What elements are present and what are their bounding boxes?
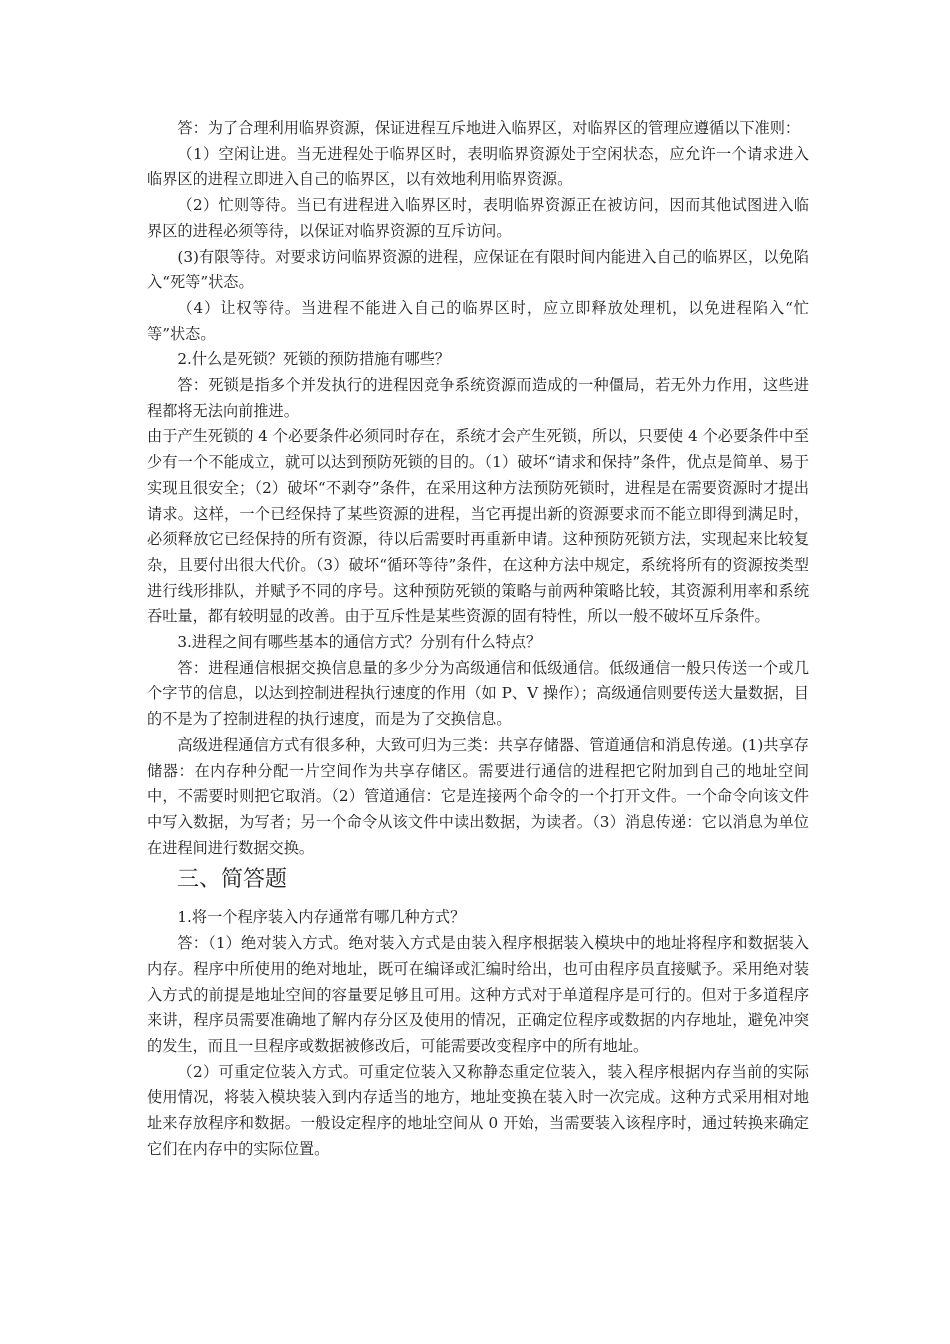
question-paragraph: 1.将一个程序装入内存通常有哪几种方式？	[177, 908, 466, 927]
question-paragraph: 3.进程之间有哪些基本的通信方式？分别有什么特点？	[177, 633, 542, 652]
body-paragraph: 由于产生死锁的 4 个必要条件必须同时存在，系统才会产生死锁，所以，只要使 4 个必要条件中至少有一个不能成立，就可以达到预防死锁的目的。（1）破坏“请求和保持”条件，优点是简单、易于实现且很安全；（2）破坏“不剥夺”条件，在采用这种方法预防死锁时，进程是在需要资源时才提出请求。这样，一个已经保持了某些资源的进程，当它再提出新的资源要求而不能立即得到满足时，必须释放它已经保持的所有资源，待以后需要时再重新申请。这种预防死锁方法，实现起来比较复杂，且要付出很大代价。（3）破坏“循环等待”条件，在这种方法中规定，系统将所有的资源按类型进行线形排队，并赋予不同的序号。这种预防死锁的策略与前两种策略比较，其资源利用率和系统吞吐量，都有较明显的改善。由于互斥性是某些资源的固有特性，所以一般不破坏互斥条件。	[147, 427, 809, 626]
answer-paragraph: 答：为了合理利用临界资源，保证进程互斥地进入临界区，对临界区的管理应遵循以下准则：	[177, 119, 801, 137]
answer-paragraph: 答：（1）绝对装入方式。绝对装入方式是由装入程序根据装入模块中的地址将程序和数据装入内存。程序中所使用的绝对地址，既可在编译或汇编时给出，也可由程序员直接赋予。采用绝对装入方式的前提是地址空间的容量要足够且可用。这种方式对于单道程序是可行的。但对于多道程序来讲，程序员需要准确地了解内存分区及使用的情况，正确定位程序或数据的内存地址，避免冲突的发生，而且一旦程序或数据被修改后，可能需要改变程序中的所有地址。	[147, 934, 809, 1055]
section-heading: 三、简答题	[177, 867, 288, 893]
rule-paragraph: （4）让权等待。当进程不能进入自己的临界区时，应立即释放处理机，以免进程陷入“忙等”状态。	[147, 298, 809, 343]
answer-paragraph: 答：死锁是指多个并发执行的进程因竞争系统资源而造成的一种僵局，若无外力作用，这些进程都将无法向前推进。	[147, 376, 809, 420]
document-page	[147, 116, 809, 1162]
question-paragraph: 2.什么是死锁？死锁的预防措施有哪些？	[177, 350, 451, 369]
rule-paragraph: (3)有限等待。对要求访问临界资源的进程，应保证在有限时间内能进入自己的临界区，以免陷入“死等”状态。	[147, 247, 809, 292]
rule-paragraph: （2）忙则等待。当已有进程进入临界区时，表明临界资源正在被访问，因而其他试图进入临界区的进程必须等待，以保证对临界资源的互斥访问。	[147, 196, 809, 240]
rule-paragraph: （1）空闲让进。当无进程处于临界区时，表明临界资源处于空闲状态，应允许一个请求进入临界区的进程立即进入自己的临界区，以有效地利用临界资源。	[147, 144, 809, 189]
answer-paragraph: （2）可重定位装入方式。可重定位装入又称静态重定位装入，装入程序根据内存当前的实际使用情况，将装入模块装入到内存适当的地方，地址变换在装入时一次完成。这种方式采用相对地址来存放程序和数据。一般设定程序的地址空间从 0 开始，当需要装入该程序时，通过转换来确定它们在内存中的实际位置。	[147, 1062, 809, 1158]
body-paragraph: 高级进程通信方式有很多种，大致可归为三类：共享存储器、管道通信和消息传递。(1)共享存储器：在内存种分配一片空间作为共享存储区。需要进行通信的进程把它附加到自己的地址空间中，不需要时则把它取消。（2）管道通信：它是连接两个命令的一个打开文件。一个命令向该文件中写入数据，为写者；另一个命令从该文件中读出数据，为读者。（3）消息传递：它以消息为单位在进程间进行数据交换。	[147, 735, 809, 857]
answer-paragraph: 答：进程通信根据交换信息量的多少分为高级通信和低级通信。低级通信一般只传送一个或几个字节的信息，以达到控制进程执行速度的作用（如 P、V 操作）；高级通信则要传送大量数据，目的不是为了控制进程的执行速度，而是为了交换信息。	[147, 658, 809, 729]
